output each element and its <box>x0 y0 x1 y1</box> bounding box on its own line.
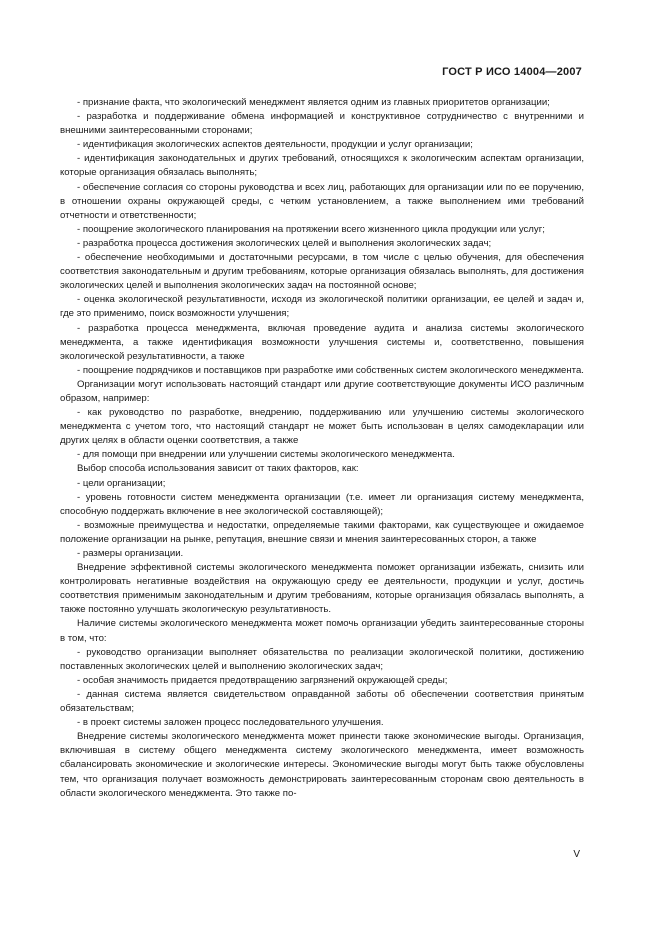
paragraph: - руководство организации выполняет обязательства по реализации экологической политики, достижению поставленных экологических целей и выполнению экологических задач; <box>60 646 584 672</box>
paragraph: - разработка процесса достижения экологических целей и выполнения экологических задач; <box>77 237 492 249</box>
paragraph: - в проект системы заложен процесс последовательного улучшения. <box>77 717 384 729</box>
paragraph: - поощрение экологического планирования на протяжении всего жизненного цикла продукции или услуг; <box>77 223 545 235</box>
paragraph: - обеспечение согласия со стороны руководства и всех лиц, работающих для организации или по ее поручению, в отношении охраны окружающей среды, с четким установлением, а также выполнением ими требований отчетности и ответственности; <box>60 181 584 221</box>
page-number: V <box>573 849 580 860</box>
paragraph: - для помощи при внедрении или улучшении системы экологического менеджмента. <box>77 449 455 461</box>
paragraph: - данная система является свидетельством оправданной заботы об обеспечении соответствия принятым обязательствам; <box>60 688 584 715</box>
paragraph: Внедрение эффективной системы экологического менеджмента поможет организации избежать, снизить или контролировать негативные воздействия на окружающую среду ее деятельности, продукции и услуг, достичь соответствия применимым законодательным и другим требованиям, которые организация обязалась выполнять, а также постоянно улучшать экологическую результативность. <box>60 562 584 616</box>
paragraph: Организации могут использовать настоящий стандарт или другие соответствующие документы ИСО различным образом, например: <box>60 378 584 404</box>
paragraph: - оценка экологической результативности, исходя из экологической политики организации, ее целей и задач и, где это применимо, поиск возможности улучшения; <box>60 294 584 320</box>
paragraph: - идентификация законодательных и других требований, относящихся к экологическим аспектам организации, которые организация обязалась выполнять; <box>60 153 584 179</box>
paragraph: - возможные преимущества и недостатки, определяемые такими факторами, как существующее и ожидаемое положение организации на рынке, репутация, внешние связи и мнения заинтересованных сторон, а также <box>60 519 584 545</box>
standard-header: ГОСТ Р ИСО 14004—2007 <box>442 66 582 78</box>
paragraph: - уровень готовности систем менеджмента организации (т.е. имеет ли организация систему менеджмента, способную поддержать включение в нее экологической составляющей); <box>60 491 584 517</box>
paragraph: - цели организации; <box>77 477 166 489</box>
paragraph: - разработка процесса менеджмента, включая проведение аудита и анализа системы экологического менеджмента, а также идентификация возможности улучшения системы и, соответственно, повышения экологической результативности, а также <box>60 322 584 362</box>
paragraph: - размеры организации. <box>77 548 184 559</box>
paragraph: - поощрение подрядчиков и поставщиков при разработке ими собственных систем экологического менеджмента. <box>77 364 584 376</box>
paragraph: Выбор способа использования зависит от таких факторов, как: <box>77 463 359 475</box>
paragraph: Наличие системы экологического менеджмента может помочь организации убедить заинтересованные стороны в том, что: <box>60 618 584 644</box>
paragraph: - обеспечение необходимыми и достаточными ресурсами, в том числе с целью обучения, для обеспечения соответствия законодательным и другим требованиям, которые организация обязалась выполнять, для достижения экологических целей и выполнения экологических задач на постоянной основе; <box>60 252 584 292</box>
paragraph: - признание факта, что экологический менеджмент является одним из главных приоритетов организации; <box>77 97 550 108</box>
paragraph: Внедрение системы экологического менеджмента может принести также экономические выгоды. Организация, включившая в систему общего менеджмента систему экологического менеджмента, имеет возможность сбалансировать экономические и экологические интересы. Экономические выгоды могут быть также обусловлены тем, что организация получает возможность демонстрировать заинтересованным сторонам свою деятельность в области экологического менеджмента. Это также по- <box>60 731 584 799</box>
paragraph: - разработка и поддерживание обмена информацией и конструктивное сотрудничество с внутренними и внешними заинтересованными сторонами; <box>60 111 584 137</box>
paragraph: - как руководство по разработке, внедрению, поддерживанию или улучшению системы экологического менеджмента с учетом того, что настоящий стандарт не может быть использован в целях самодекларации или других целях в области оценки соответствия, а также <box>60 407 584 447</box>
body-text <box>60 96 584 801</box>
paragraph: - особая значимость придается предотвращению загрязнений окружающей среды; <box>77 674 448 686</box>
paragraph: - идентификация экологических аспектов деятельности, продукции и услуг организации; <box>77 139 473 151</box>
